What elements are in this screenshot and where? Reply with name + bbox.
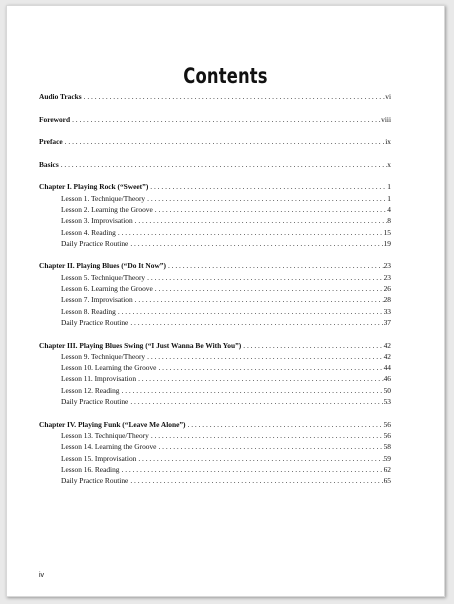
toc-entry-label: Audio Tracks [39, 92, 82, 101]
toc-entry-label: Daily Practice Routine [61, 397, 129, 407]
toc-entry-page: 42 [383, 340, 391, 350]
toc-entry-audio-tracks[interactable] [39, 91, 391, 102]
toc-entry-page: 19 [383, 238, 391, 248]
toc-entry-label: Chapter II. Playing Blues (“Do It Now”) [39, 261, 166, 271]
toc-entry-label: Basics [39, 159, 59, 169]
toc-lesson[interactable] [39, 193, 391, 204]
toc-lesson[interactable] [39, 385, 391, 396]
dot-leader [153, 204, 388, 215]
toc-lesson[interactable] [39, 238, 391, 249]
toc-entry-page: 33 [383, 306, 391, 316]
toc-entry-page: 65 [383, 476, 391, 486]
dot-leader [128, 238, 383, 249]
dot-leader [116, 306, 384, 317]
toc-lesson[interactable] [39, 317, 391, 328]
toc-lesson[interactable] [39, 306, 391, 317]
toc-entry-page: x [387, 159, 391, 169]
dot-leader [186, 419, 384, 430]
toc-lesson[interactable] [39, 283, 391, 294]
toc-entry-label: Lesson 15. Improvisation [61, 453, 137, 463]
toc-entry-label: Lesson 1. Technique/Theory [61, 193, 146, 203]
toc-lesson[interactable] [39, 362, 391, 373]
toc-entry-label: Lesson 12. Reading [61, 385, 120, 395]
dot-leader [120, 385, 384, 396]
toc-entry-page: 15 [383, 227, 391, 237]
toc-lesson[interactable] [39, 351, 391, 362]
toc-chapter-3[interactable] [39, 340, 391, 351]
toc-entry-page: ix [385, 137, 391, 147]
toc-chapter-2[interactable] [39, 260, 391, 271]
table-of-contents [39, 91, 391, 486]
toc-entry-page: 4 [387, 204, 391, 214]
toc-entry-label: Lesson 6. Learning the Groove [61, 284, 153, 294]
toc-entry-label: Daily Practice Routine [61, 317, 129, 327]
dot-leader [70, 114, 381, 125]
dot-leader [128, 396, 383, 407]
toc-entry-page: 62 [383, 464, 391, 474]
toc-entry-label: Lesson 9. Technique/Theory [61, 351, 146, 361]
toc-entry-page: 42 [383, 351, 391, 361]
dot-leader [116, 227, 384, 238]
toc-entry-page: 58 [383, 442, 391, 452]
dot-leader [166, 260, 384, 271]
toc-entry-label: Preface [39, 137, 63, 147]
dot-leader [82, 91, 386, 102]
toc-entry-page: 56 [383, 419, 391, 429]
toc-lesson[interactable] [39, 396, 391, 407]
dot-leader [241, 340, 383, 351]
dot-leader [63, 136, 386, 147]
dot-leader [156, 362, 383, 373]
toc-chapter-4[interactable] [39, 419, 391, 430]
dot-leader [145, 272, 383, 283]
toc-entry-page: 26 [383, 284, 391, 294]
dot-leader [59, 159, 388, 170]
dot-leader [133, 294, 384, 305]
toc-lesson[interactable] [39, 215, 391, 226]
toc-entry-page: 28 [383, 295, 391, 305]
toc-entry-page: 44 [383, 363, 391, 373]
toc-entry-label: Lesson 7. Improvisation [61, 295, 133, 305]
toc-entry-page: 23 [383, 261, 391, 271]
toc-entry-page: 8 [387, 216, 391, 226]
toc-entry-label: Lesson 3. Improvisation [61, 216, 133, 226]
toc-chapter-1[interactable] [39, 181, 391, 192]
dot-leader [136, 453, 383, 464]
toc-entry-label: Foreword [39, 114, 71, 124]
toc-lesson[interactable] [39, 464, 391, 475]
dot-leader [136, 373, 384, 384]
toc-entry-label: Lesson 2. Learning the Groove [61, 204, 153, 214]
toc-entry-label: Lesson 5. Technique/Theory [61, 272, 146, 282]
toc-entry-page: 50 [383, 385, 391, 395]
toc-entry-page: viii [381, 114, 391, 124]
page-number: iv [39, 572, 45, 579]
toc-entry-page: 59 [383, 453, 391, 463]
toc-entry-label: Lesson 16. Reading [61, 464, 120, 474]
toc-lesson[interactable] [39, 475, 391, 486]
toc-entry-label: Lesson 11. Improvisation [61, 374, 137, 384]
toc-entry-label: Lesson 13. Technique/Theory [61, 430, 149, 440]
toc-lesson[interactable] [39, 272, 391, 283]
toc-entry-page: 46 [383, 374, 391, 384]
dot-leader [120, 464, 384, 475]
toc-lesson[interactable] [39, 204, 391, 215]
dot-leader [149, 430, 384, 441]
toc-lesson[interactable] [39, 441, 391, 452]
toc-entry-label: Lesson 10. Learning the Groove [61, 363, 157, 373]
dot-leader [128, 475, 383, 486]
toc-entry-page: 53 [383, 397, 391, 407]
toc-entry-page: 1 [387, 193, 391, 203]
dot-leader [148, 181, 387, 192]
toc-lesson[interactable] [39, 227, 391, 238]
toc-entry-page: vi [385, 92, 391, 101]
dot-leader [145, 193, 387, 204]
page-title: Contents [183, 64, 268, 88]
toc-entry-basics[interactable] [39, 159, 391, 170]
dot-leader [156, 441, 383, 452]
toc-entry-label: Chapter III. Playing Blues Swing (“I Just Wanna Be With You”) [39, 340, 242, 350]
toc-lesson[interactable] [39, 430, 391, 441]
toc-entry-label: Lesson 8. Reading [61, 306, 116, 316]
toc-entry-label: Chapter I. Playing Rock (“Sweet”) [39, 182, 149, 192]
dot-leader [145, 351, 383, 362]
toc-entry-page: 56 [383, 430, 391, 440]
dot-leader [128, 317, 383, 328]
toc-entry-label: Daily Practice Routine [61, 238, 129, 248]
toc-entry-foreword[interactable] [39, 114, 391, 125]
toc-entry-preface[interactable] [39, 136, 391, 147]
dot-leader [133, 215, 388, 226]
dot-leader [153, 283, 384, 294]
toc-entry-page: 23 [383, 272, 391, 282]
toc-lesson[interactable] [39, 294, 391, 305]
toc-entry-label: Lesson 4. Reading [61, 227, 116, 237]
toc-lesson[interactable] [39, 373, 391, 384]
toc-entry-label: Lesson 14. Learning the Groove [61, 442, 157, 452]
toc-entry-page: 37 [383, 317, 391, 327]
toc-entry-label: Daily Practice Routine [61, 476, 129, 486]
toc-lesson[interactable] [39, 453, 391, 464]
toc-entry-page: 1 [387, 182, 391, 192]
document-page [6, 5, 445, 597]
toc-entry-label: Chapter IV. Playing Funk (“Leave Me Alone”) [39, 419, 186, 429]
